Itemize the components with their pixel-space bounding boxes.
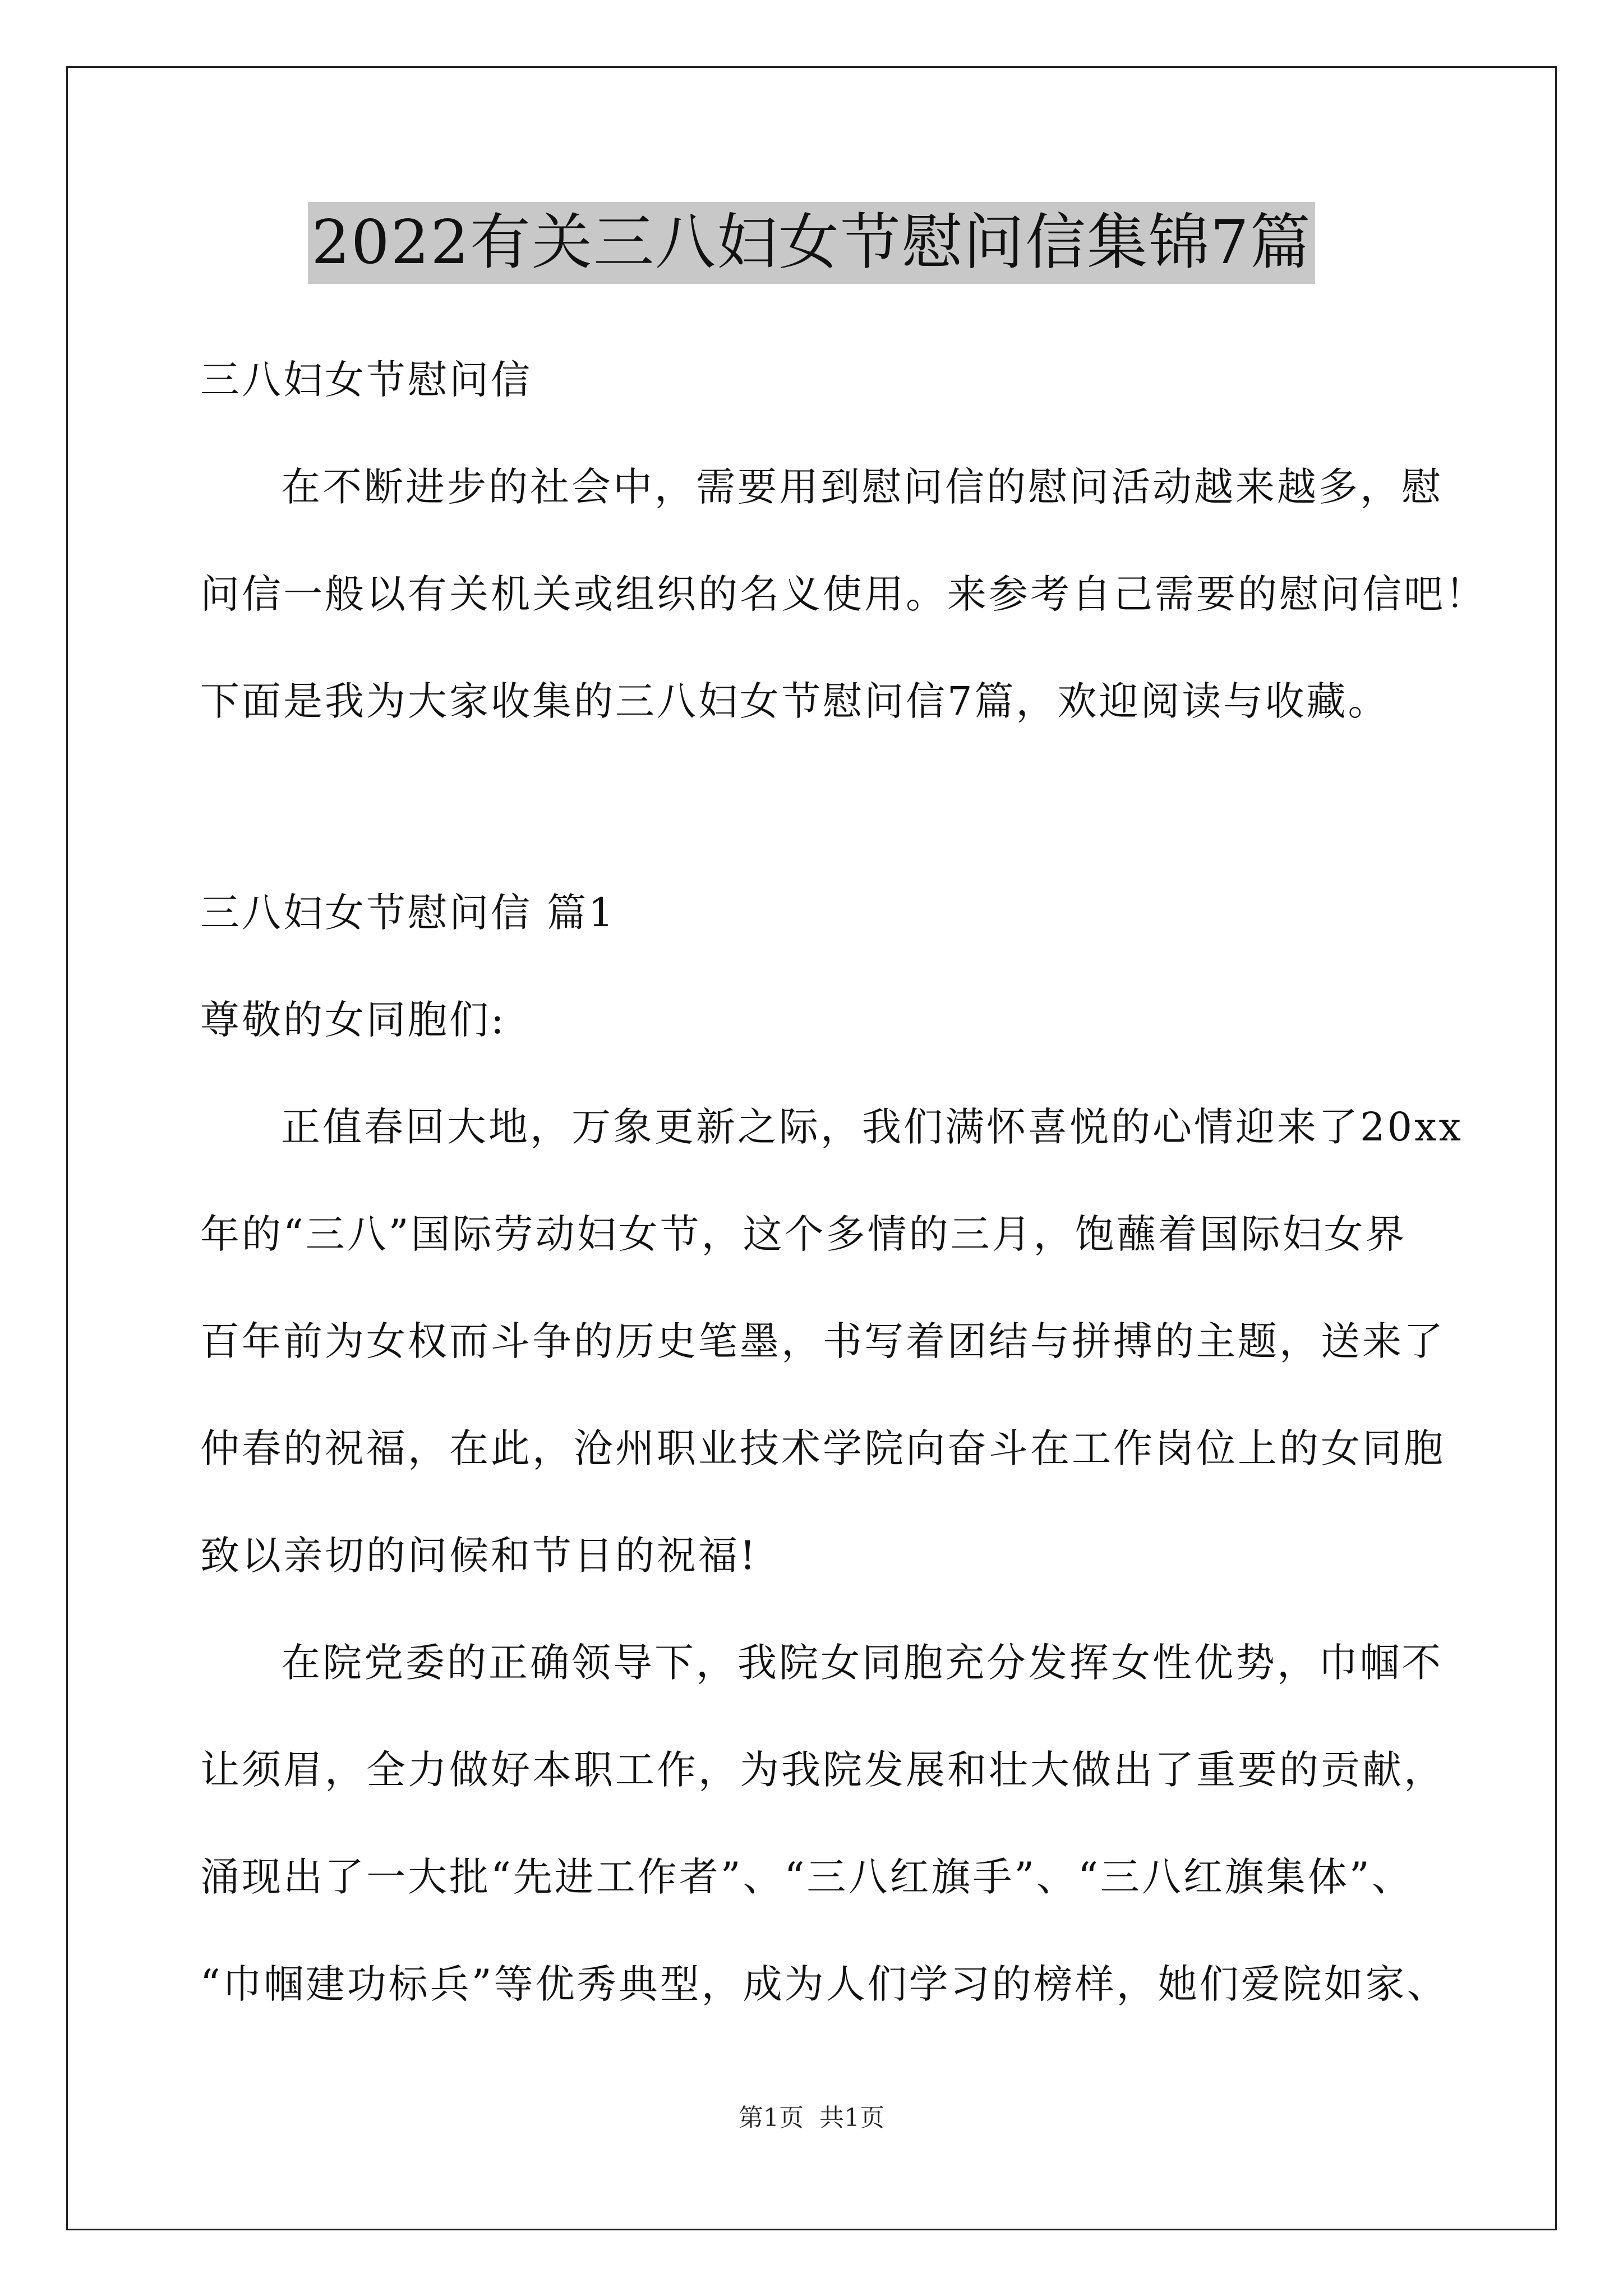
paragraph-line: “巾帼建功标兵”等优秀典型，成为人们学习的榜样，她们爱院如家、 xyxy=(200,1961,1449,2007)
paragraph-line: 在不断进步的社会中，需要用到慰问信的慰问活动越来越多，慰 xyxy=(281,464,1443,510)
paragraph-line: 年的“三八”国际劳动妇女节，这个多情的三月，饱蘸着国际妇女界 xyxy=(200,1211,1407,1257)
paragraph-line: 正值春回大地，万象更新之际，我们满怀喜悦的心情迎来了20xx xyxy=(281,1104,1464,1150)
salutation: 尊敬的女同胞们: xyxy=(200,997,506,1043)
document-title: 2022有关三八妇女节慰问信集锦7篇 xyxy=(308,202,1315,284)
paragraph-line: 下面是我为大家收集的三八妇女节慰问信7篇，欢迎阅读与收藏。 xyxy=(200,678,1390,724)
page-number: 第1页 xyxy=(739,2104,804,2132)
page-footer xyxy=(0,2102,1623,2134)
paragraph-line: 仲春的祝福，在此，沧州职业技术学院向奋斗在工作岗位上的女同胞 xyxy=(200,1425,1445,1471)
section-heading: 三八妇女节慰问信 篇1 xyxy=(200,890,616,936)
paragraph-line: 让须眉，全力做好本职工作，为我院发展和壮大做出了重要的贡献， xyxy=(200,1747,1445,1793)
paragraph-line: 致以亲切的问候和节日的祝福! xyxy=(200,1533,758,1579)
paragraph-line: 涌现出了一大批“先进工作者”、“三八红旗手”、“三八红旗集体”、 xyxy=(200,1854,1413,1900)
section-heading: 三八妇女节慰问信 xyxy=(200,357,532,403)
page-total: 共1页 xyxy=(819,2104,884,2132)
paragraph-line: 在院党委的正确领导下，我院女同胞充分发挥女性优势，巾帼不 xyxy=(281,1640,1443,1686)
paragraph-line: 百年前为女权而斗争的历史笔墨，书写着团结与拼搏的主题，送来了 xyxy=(200,1318,1445,1364)
title-container xyxy=(0,202,1623,284)
paragraph-line: 问信一般以有关机关或组织的名义使用。来参考自己需要的慰问信吧！ xyxy=(200,571,1487,617)
